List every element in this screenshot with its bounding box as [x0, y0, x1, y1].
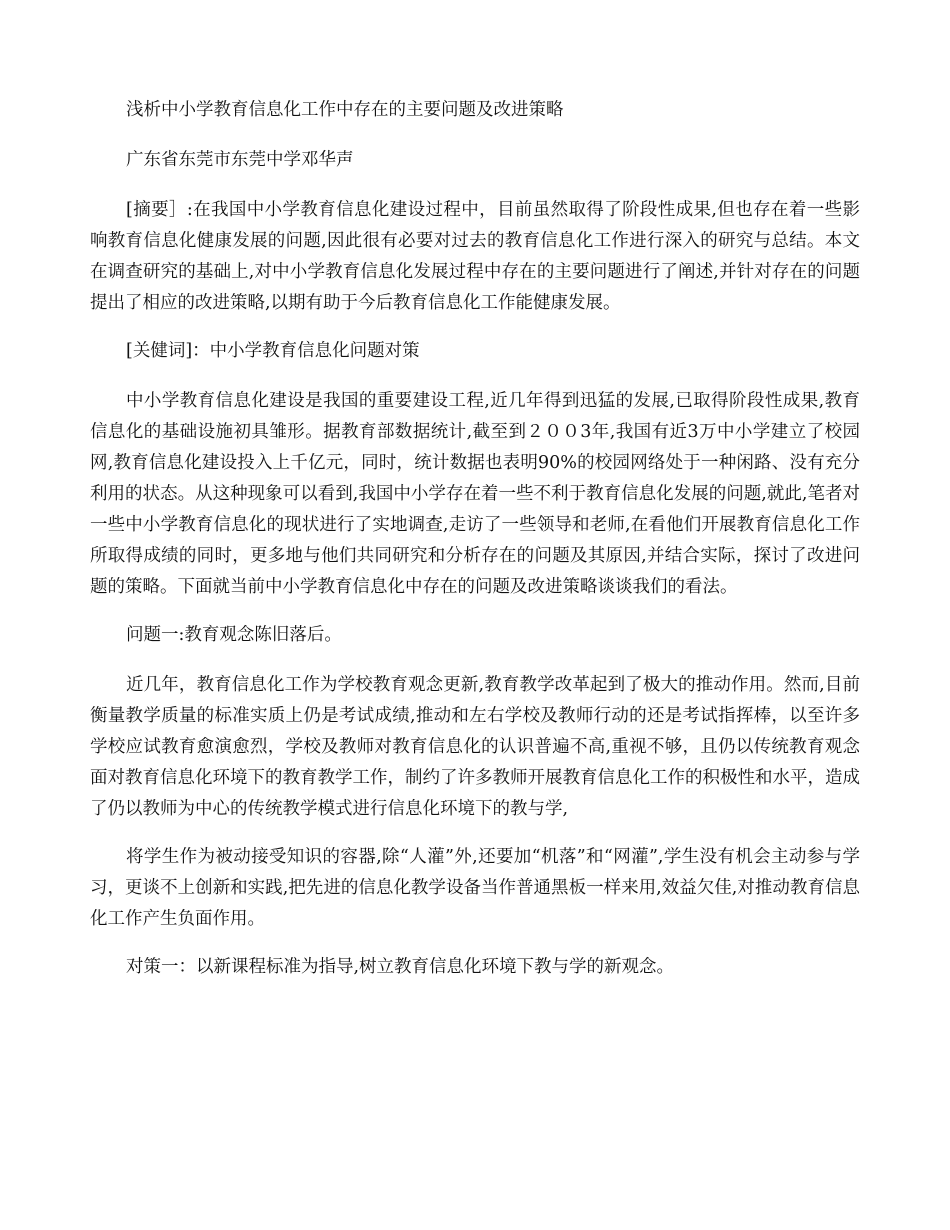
body-paragraph-problem-1-continued: 将学生作为被动接受知识的容器,除“人灌”外,还要加“机落”和“网灌”,学生没有机会主动参与学习，更谈不上创新和实践,把先进的信息化教学设备当作普通黑板一样来用,效益欠佳,对推动教育信息化工作产生负面作用。 — [90, 847, 860, 929]
problem-1-heading: 问题一:教育观念陈旧落后。 — [126, 625, 342, 645]
keywords-line: [关健词]：中小学教育信息化问题对策 — [126, 341, 420, 361]
body-paragraph-problem-1: 近几年，教育信息化工作为学校教育观念更新,教育教学改革起到了极大的推动作用。然而,目前衡量教学质量的标准实质上仍是考试成绩,推动和左右学校及教师行动的还是考试指挥棒，以至许多学校应试教育愈演愈烈，学校及教师对教育信息化的认识普遍不高,重视不够，且仍以传统教育观念面对教育信息化环境下的教育教学工作，制约了许多教师开展教育信息化工作的积极性和水平，造成了仍以教师为中心的传统教学模式进行信息化环境下的教与学, — [90, 675, 860, 819]
document-title: 浅析中小学教育信息化工作中存在的主要问题及改进策略 — [126, 100, 564, 120]
abstract-paragraph: [摘要］:在我国中小学教育信息化建设过程中，目前虽然取得了阶段性成果,但也存在着一些影响教育信息化健康发展的问题,因此很有必要对过去的教育信息化工作进行深入的研究与总结。本文在调查研究的基础上,对中小学教育信息化发展过程中存在的主要问题进行了阐述,并针对存在的问题提出了相应的改进策略,以期有助于今后教育信息化工作能健康发展。 — [90, 200, 860, 313]
author-line: 广东省东莞市东莞中学邓华声 — [126, 150, 354, 170]
body-paragraph-intro: 中小学教育信息化建设是我国的重要建设工程,近几年得到迅猛的发展,已取得阶段性成果,教育信息化的基础设施初具雏形。据教育部数据统计,截至到２００3年,我国有近3万中小学建立了校园网,教育信息化建设投入上千亿元，同时，统计数据也表明90%的校园网络处于一种闲路、没有充分利用的状态。从这种现象可以看到,我国中小学存在着一些不利于教育信息化发展的问题,就此,笔者对一些中小学教育信息化的现状进行了实地调查,走访了一些领导和老师,在看他们开展教育信息化工作所取得成绩的同时，更多地与他们共同研究和分析存在的问题及其原因,并结合实际，探讨了改进问题的策略。下面就当前中小学教育信息化中存在的问题及改进策略谈谈我们的看法。 — [90, 391, 860, 597]
strategy-1-heading: 对策一：以新课程标准为指导,树立教育信息化环境下教与学的新观念。 — [126, 957, 675, 977]
